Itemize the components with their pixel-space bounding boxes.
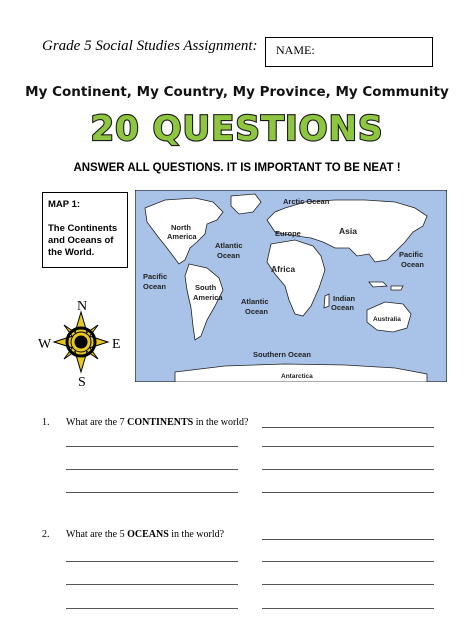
label-atlantic-south: Atlantic	[241, 297, 269, 306]
answer-line[interactable]	[66, 584, 238, 585]
question-2-suffix: in the world?	[168, 529, 225, 540]
label-southern-ocean: Southern Ocean	[253, 350, 311, 359]
label-antarctica: Antarctica	[281, 373, 313, 380]
label-pacific-east-2: Ocean	[401, 260, 424, 269]
label-north-america-2: America	[167, 232, 197, 241]
label-south-america: South	[195, 283, 217, 292]
world-map	[135, 190, 447, 382]
label-africa: Africa	[271, 264, 296, 274]
compass-south: S	[78, 375, 86, 388]
title-banner	[0, 104, 474, 150]
question-1-text	[66, 417, 249, 428]
name-label: NAME:	[276, 43, 315, 57]
answer-line[interactable]	[262, 492, 434, 493]
map-caption: The Continents and Oceans of the World.	[48, 223, 118, 258]
page-title: 20 QUESTIONS	[90, 109, 384, 149]
map-caption-box	[42, 192, 128, 268]
question-2-keyword: OCEANS	[127, 529, 169, 540]
answer-line[interactable]	[66, 446, 238, 447]
compass-rose-icon	[36, 296, 126, 388]
label-europe: Europe	[275, 229, 301, 238]
label-atlantic-north: Atlantic	[215, 241, 243, 250]
subtitle: My Continent, My Country, My Province, My Community	[25, 84, 449, 100]
question-1-keyword: CONTINENTS	[127, 417, 194, 428]
label-australia: Australia	[373, 316, 401, 323]
answer-line[interactable]	[66, 469, 238, 470]
label-pacific-east: Pacific	[399, 250, 424, 259]
answer-line[interactable]	[66, 608, 238, 609]
compass-east: E	[112, 337, 121, 352]
answer-line[interactable]	[262, 561, 434, 562]
map-label: MAP 1:	[48, 199, 81, 210]
label-pacific-west-2: Ocean	[143, 282, 166, 291]
question-2-number: 2.	[42, 529, 50, 540]
question-1-prefix: What are the 7	[66, 417, 128, 428]
compass-north: N	[77, 299, 88, 314]
question-2-prefix: What are the 5	[66, 529, 128, 540]
label-indian-ocean: Indian	[333, 294, 356, 303]
label-south-america-2: America	[193, 293, 223, 302]
answer-line[interactable]	[262, 446, 434, 447]
label-indian-ocean-2: Ocean	[331, 303, 354, 312]
question-1-suffix: in the world?	[193, 417, 249, 428]
instructions: ANSWER ALL QUESTIONS. IT IS IMPORTANT TO BE NEAT !	[73, 162, 401, 174]
answer-line[interactable]	[262, 539, 434, 540]
label-arctic-ocean: Arctic Ocean	[283, 197, 330, 206]
label-atlantic-north-2: Ocean	[217, 251, 240, 260]
assignment-heading: Grade 5 Social Studies Assignment:	[42, 38, 258, 54]
question-1-number: 1.	[42, 417, 50, 428]
answer-line[interactable]	[66, 492, 238, 493]
answer-line[interactable]	[262, 608, 434, 609]
answer-line[interactable]	[66, 561, 238, 562]
label-pacific-west: Pacific	[143, 272, 168, 281]
label-asia: Asia	[339, 226, 357, 236]
compass-west: W	[38, 337, 52, 352]
answer-line[interactable]	[262, 584, 434, 585]
label-north-america: North	[171, 223, 191, 232]
label-atlantic-south-2: Ocean	[245, 307, 268, 316]
answer-line[interactable]	[262, 427, 434, 428]
question-2-text	[66, 529, 224, 540]
answer-line[interactable]	[262, 469, 434, 470]
